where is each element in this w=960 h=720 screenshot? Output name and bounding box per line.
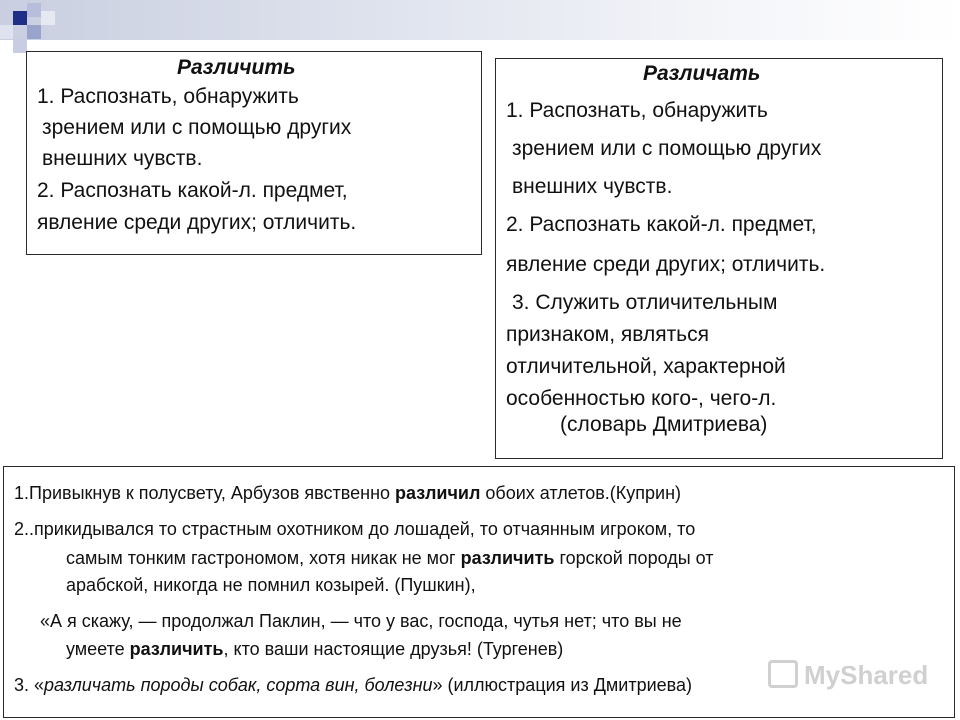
watermark: MyShared (804, 660, 929, 690)
definition-line: зрением или с помощью других (512, 137, 822, 160)
definition-line: внешних чувств. (512, 175, 673, 198)
definition-line: 3. Служить отличительным (512, 291, 778, 314)
definition-line: признаком, являться (506, 323, 709, 346)
example-4: 3. «различать породы собак, сорта вин, болезни» (иллюстрация из Дмитриева) (14, 675, 693, 695)
definition-line: особенностью кого-, чего-л. (506, 387, 777, 410)
decor-square (13, 11, 27, 25)
definition-line: явление среди других; отличить. (37, 211, 357, 234)
example-2-line: арабской, никогда не помнил козырей. (Пушкин), (66, 575, 476, 595)
decor-square (27, 3, 41, 17)
definition-line: 2. Распознать какой-л. предмет, (506, 213, 817, 236)
decor-square (41, 11, 55, 25)
definition-line: внешних чувств. (42, 147, 203, 170)
definition-box-razlichat (495, 58, 943, 459)
example-3-line: «А я скажу, — продолжал Паклин, — что у вас, господа, чутья нет; что вы не (40, 611, 682, 631)
watermark-icon (768, 660, 798, 688)
decor-square (13, 39, 27, 53)
example-3-line: умеете различить, кто ваши настоящие друзья! (Тургенев) (66, 639, 564, 659)
example-1: 1.Привыкнув к полусвету, Арбузов явственно различил обоих атлетов.(Куприн) (14, 483, 682, 503)
definition-line: явление среди других; отличить. (506, 253, 826, 276)
example-2-line: самым тонким гастрономом, хотя никак не мог различить горской породы от (66, 548, 714, 568)
definition-line: зрением или с помощью других (42, 116, 352, 139)
headword: Различить (177, 56, 296, 79)
definition-line: отличительной, характерной (506, 355, 786, 378)
example-2-line: 2..прикидывался то страстным охотником до лошадей, то отчаянным игроком, то (14, 519, 696, 539)
headword: Различать (643, 62, 761, 85)
definition-line: 1. Распознать, обнаружить (37, 85, 299, 108)
decor-square (0, 25, 13, 39)
top-decorative-band (0, 0, 960, 40)
definition-box-razlichit (26, 51, 482, 255)
decor-square (27, 25, 41, 39)
definition-line: 2. Распознать какой-л. предмет, (37, 179, 348, 202)
definition-line: 1. Распознать, обнаружить (506, 99, 768, 122)
dictionary-source: (словарь Дмитриева) (560, 413, 768, 436)
